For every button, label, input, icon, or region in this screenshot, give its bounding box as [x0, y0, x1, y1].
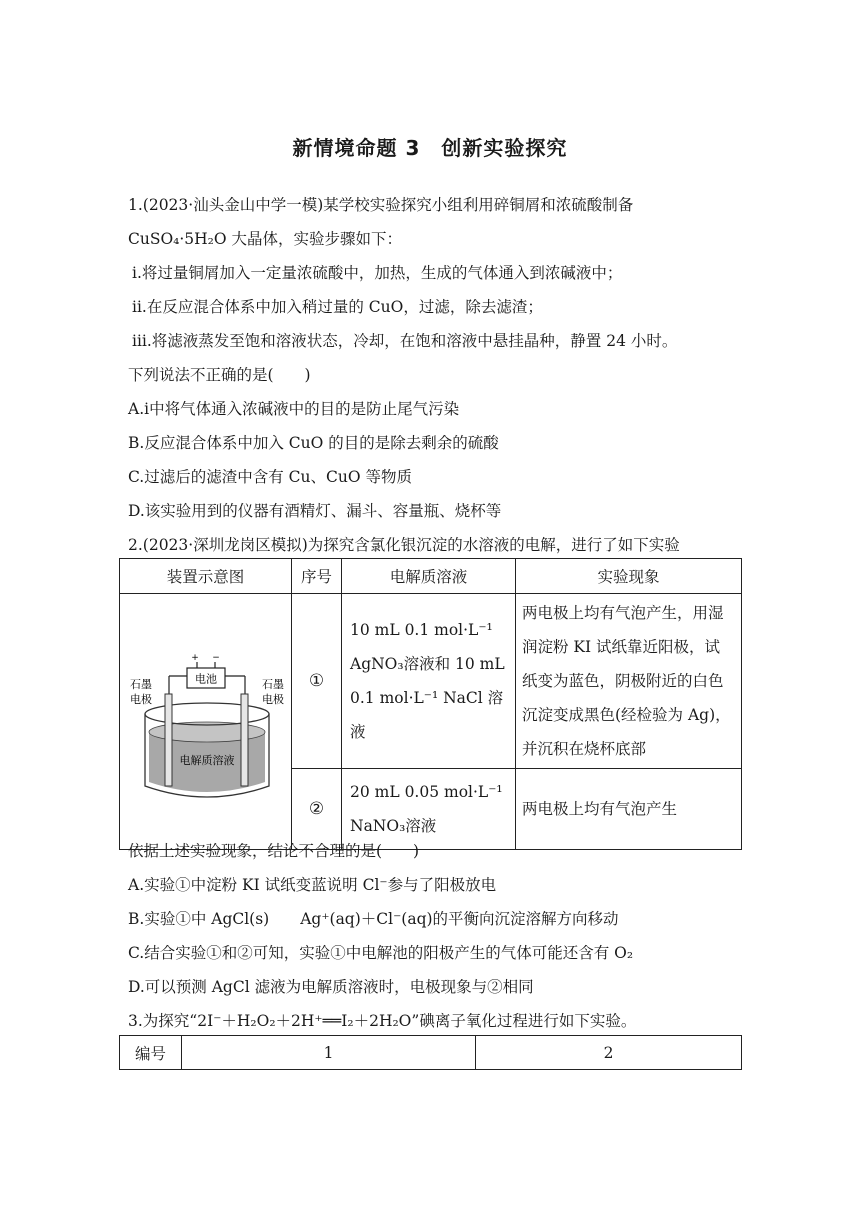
q3-line1: 3.为探究“2I⁻＋H₂O₂＋2H⁺══I₂＋2H₂O”碘离子氧化过程进行如下实验。 [128, 1012, 637, 1030]
q1-option-d: D.该实验用到的仪器有酒精灯、漏斗、容量瓶、烧杯等 [128, 502, 502, 520]
result-text: 两电极上均有气泡产生，用湿润淀粉 KI 试纸靠近阳极，试纸变为蓝色，阴极附近的白色沉淀变成黑色(经检验为 Ag)，并沉积在烧杯底部 [522, 604, 731, 758]
q1-line2: CuSO₄·5H₂O 大晶体，实验步骤如下： [128, 230, 403, 248]
q1-option-b: B.反应混合体系中加入 CuO 的目的是除去剩余的硫酸 [128, 434, 499, 452]
page-title: 新情境命题 3 创新实验探究 [292, 136, 568, 160]
row-number: ① [292, 594, 342, 769]
q2-stem: 依据上述实验现象，结论不合理的是( ) [128, 842, 420, 860]
right-electrode-label: 电极 [261, 692, 284, 706]
q2-option-d: D.可以预测 AgCl 滤液为电解质溶液时，电极现象与②相同 [128, 978, 534, 996]
q2-experiment-table [119, 558, 742, 850]
q3-table [119, 1035, 742, 1070]
result-text: 两电极上均有气泡产生 [522, 800, 678, 818]
q1-step1: ⅰ.将过量铜屑加入一定量浓硫酸中，加热，生成的气体通入到浓碱液中； [132, 264, 623, 282]
solution-cell [342, 594, 516, 769]
solution-text: 20 mL 0.05 mol·L⁻¹ NaNO₃溶液 [350, 783, 503, 835]
table-header: 电解质溶液 [342, 559, 516, 594]
table-header: 1 [182, 1036, 476, 1070]
left-electrode-label: 石墨 [129, 677, 152, 691]
solution-cell [342, 769, 516, 850]
apparatus-diagram-cell [120, 594, 292, 850]
solution-text: 10 mL 0.1 mol·L⁻¹ AgNO₃溶液和 10 mL 0.1 mol·L⁻¹ NaCl 溶液 [350, 621, 505, 741]
q2-option-b: B.实验①中 AgCl(s) Ag⁺(aq)＋Cl⁻(aq)的平衡向沉淀溶解方向移动 [128, 910, 619, 928]
q1-step2: ⅱ.在反应混合体系中加入稍过量的 CuO，过滤，除去滤渣； [132, 298, 543, 316]
q2-option-c: C.结合实验①和②可知，实验①中电解池的阳极产生的气体可能还含有 O₂ [128, 944, 634, 962]
solution-label: 电解质溶液 [179, 753, 234, 767]
left-electrode-label: 电极 [129, 692, 152, 706]
table-header: 编号 [120, 1036, 182, 1070]
row-number: ② [292, 769, 342, 850]
battery-plus: + [190, 652, 199, 663]
q2-line1: 2.(2023·深圳龙岗区模拟)为探究含氯化银沉淀的水溶液的电解，进行了如下实验 [128, 536, 680, 554]
right-electrode-icon [241, 694, 248, 786]
q1-option-c: C.过滤后的滤渣中含有 Cu、CuO 等物质 [128, 468, 412, 486]
battery-minus: − [211, 652, 220, 663]
table-header: 装置示意图 [120, 559, 292, 594]
q1-stem: 下列说法不正确的是( ) [128, 366, 311, 384]
q1-line1: 1.(2023·汕头金山中学一模)某学校实验探究小组利用碎铜屑和浓硫酸制备 [128, 196, 634, 214]
battery-label: 电池 [194, 672, 217, 685]
table-header: 序号 [292, 559, 342, 594]
right-electrode-label: 石墨 [261, 677, 284, 691]
q1-option-a: A.ⅰ中将气体通入浓碱液中的目的是防止尾气污染 [128, 400, 460, 418]
table-header: 2 [476, 1036, 742, 1070]
result-cell [516, 769, 742, 850]
q1-step3: ⅲ.将滤液蒸发至饱和溶液状态，冷却，在饱和溶液中悬挂晶种，静置 24 小时。 [132, 332, 678, 350]
electrolysis-apparatus-diagram [121, 602, 291, 838]
left-electrode-icon [165, 694, 172, 786]
table-header: 实验现象 [516, 559, 742, 594]
q2-option-a: A.实验①中淀粉 KI 试纸变蓝说明 Cl⁻参与了阳极放电 [128, 876, 497, 894]
result-cell [516, 594, 742, 769]
